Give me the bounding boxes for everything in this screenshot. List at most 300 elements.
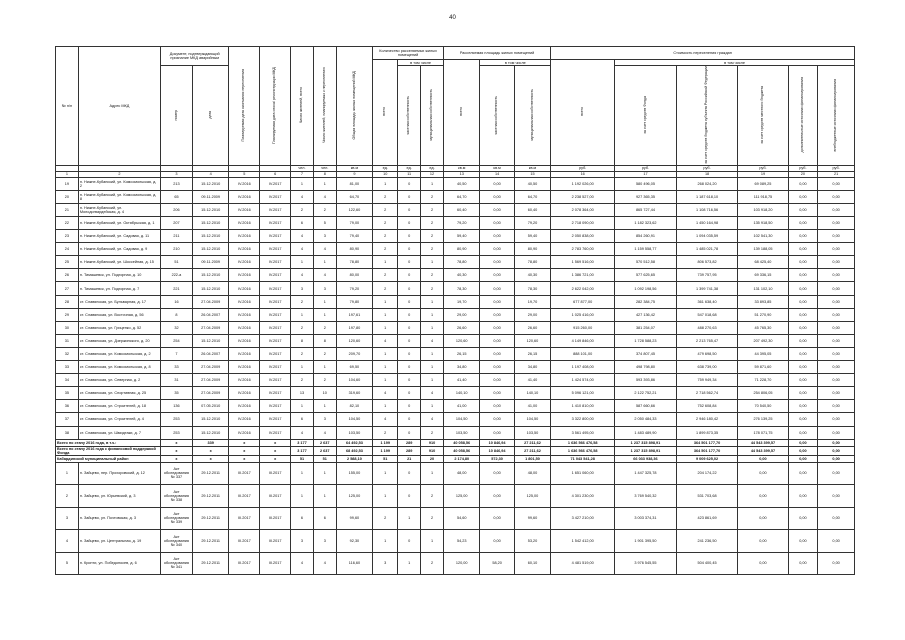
table-cell: 48,00	[514, 462, 551, 485]
table-cell: 1	[421, 321, 444, 334]
table-cell: 0,00	[788, 361, 818, 374]
table-cell: 2	[421, 552, 444, 575]
table-cell: ст. Славянская, ул. Комсомольская, д. 8	[78, 361, 160, 374]
column-number: 1	[56, 171, 79, 177]
table-cell: III.2017	[260, 485, 291, 508]
table-cell: х	[260, 446, 291, 455]
table-cell: 3	[313, 413, 336, 426]
table-cell: 15.12.2010	[192, 413, 229, 426]
table-cell: 0,00	[788, 217, 818, 230]
column-number: 21	[818, 171, 855, 177]
table-cell: 1 199	[373, 446, 398, 455]
table-cell: 21	[398, 455, 421, 462]
table-cell: 0,00	[738, 530, 788, 553]
unit: руб.	[676, 165, 738, 171]
table-cell: 60,10	[514, 552, 551, 575]
table-cell: п. Тимашевск, ул. Подгорная, д. 7	[78, 282, 160, 295]
table-cell: 4	[313, 190, 336, 203]
table-cell: 1	[291, 177, 314, 190]
table-cell: 0,00	[818, 361, 855, 374]
table-cell: 1 728 588,23	[615, 334, 677, 347]
table-cell: 69,50	[336, 361, 373, 374]
table-cell: III.2017	[229, 485, 260, 508]
table-cell: 27 211,62	[514, 439, 551, 446]
table-cell: ст. Славянская, ул. Комсомольская, д. 2	[78, 347, 160, 360]
table-cell: 0	[398, 400, 421, 413]
table-cell: IV.2017	[260, 426, 291, 439]
table-cell: 2	[373, 269, 398, 282]
unit: кв.м	[480, 165, 514, 171]
table-cell: 178 071,75	[738, 426, 788, 439]
table-cell: 1	[291, 462, 314, 485]
table-cell: 0,00	[480, 530, 514, 553]
table-cell: 1	[421, 295, 444, 308]
table-cell: ст. Славянская, ул. Шмидтаки, д. 7	[78, 426, 160, 439]
table-row	[56, 426, 855, 439]
table-cell: 0,00	[788, 426, 818, 439]
header-area-group: Расселяемая площадь жилых помещений	[443, 47, 550, 60]
table-cell: 125,00	[443, 485, 480, 508]
table-cell: 547 018,68	[676, 308, 738, 321]
table-cell: 2	[373, 507, 398, 530]
table-cell: 4	[313, 243, 336, 256]
table-cell: 254 806,05	[738, 387, 788, 400]
table-cell: 0,00	[818, 387, 855, 400]
table-cell: IV.2016	[229, 347, 260, 360]
table-cell: 0,00	[480, 230, 514, 243]
table-cell: 41,40	[443, 374, 480, 387]
table-cell: п. Зайцево, пер. Прохоровский, д. 12	[78, 462, 160, 485]
table-cell: 0,00	[480, 321, 514, 334]
table-cell: 572,30	[480, 455, 514, 462]
table-cell: 15.12.2010	[192, 203, 229, 216]
table-cell: Всего по этапу 2016 года, в т.ч.:	[56, 439, 161, 446]
table-cell: 4	[373, 334, 398, 347]
column-number: 10	[373, 171, 398, 177]
table-cell: 3 322 800,00	[551, 413, 615, 426]
header-cost-all: всего	[551, 60, 615, 166]
total-row	[56, 439, 855, 446]
table-cell: 40,30	[514, 269, 551, 282]
table-cell: 910	[421, 446, 444, 455]
table-cell: 593 393,86	[615, 374, 677, 387]
table-cell: 0	[398, 217, 421, 230]
table-cell: 0	[398, 462, 421, 485]
table-cell: 65	[160, 190, 192, 203]
table-cell: IV.2017	[260, 177, 291, 190]
table-cell: ст. Славянская, ул. Строителей, д. 18	[78, 400, 160, 413]
table-cell: х	[260, 439, 291, 446]
table-cell: IV.2016	[229, 295, 260, 308]
table-cell: 33	[56, 361, 79, 374]
header-planned-demolition: Планируемая дата сноса/ реконструкции МКД	[260, 47, 291, 166]
table-cell: 29,00	[514, 308, 551, 321]
header-unnamed: внебюджетные источники финансирования	[818, 66, 855, 166]
table-cell: 0,00	[818, 400, 855, 413]
table-cell: 361 638,40	[676, 295, 738, 308]
table-cell: 4	[313, 426, 336, 439]
table-cell: 54,23	[443, 530, 480, 553]
header-local-budget: за счет средств местного бюджета	[738, 66, 788, 166]
table-cell: 51	[373, 455, 398, 462]
table-cell: 27.04.2009	[192, 387, 229, 400]
table-cell: 0,00	[738, 485, 788, 508]
table-cell: 1	[373, 485, 398, 508]
table-cell: 64,70	[443, 190, 480, 203]
table-cell: 2	[291, 347, 314, 360]
table-cell: 59 871,60	[738, 361, 788, 374]
table-cell: 8	[291, 334, 314, 347]
page-number: 40	[449, 15, 456, 21]
column-number: 19	[738, 171, 788, 177]
table-cell: 2 078 364,00	[551, 203, 615, 216]
table-cell: 0,00	[818, 485, 855, 508]
table-cell: 1	[56, 462, 79, 485]
table-cell: 479 698,50	[676, 347, 738, 360]
table-cell: 0,00	[818, 334, 855, 347]
table-cell: 364 501 177,70	[676, 446, 738, 455]
table-cell: 4	[373, 387, 398, 400]
table-cell: 0,00	[788, 439, 818, 446]
table-cell: 739 757,95	[676, 269, 738, 282]
table-cell: 1	[373, 321, 398, 334]
table-cell: 0,00	[788, 387, 818, 400]
table-row	[56, 321, 855, 334]
table-cell: 70 540,50	[738, 400, 788, 413]
table-cell: 0,00	[818, 413, 855, 426]
table-cell: 4	[313, 269, 336, 282]
table-cell: 1	[373, 347, 398, 360]
resettlement-table	[55, 46, 855, 575]
table-cell: 0,00	[480, 177, 514, 190]
table-cell: 78,80	[443, 256, 480, 269]
header-no: № п/п	[56, 47, 79, 166]
table-cell: 0	[398, 230, 421, 243]
table-cell: 0	[398, 334, 421, 347]
table-cell: 2	[313, 374, 336, 387]
table-cell: 13	[291, 387, 314, 400]
unit: ед.	[398, 165, 421, 171]
table-cell: 4	[291, 243, 314, 256]
unit: кв.м	[443, 165, 480, 171]
table-cell: 488 270,63	[676, 321, 738, 334]
table-cell: 140,10	[443, 387, 480, 400]
table-cell: IV.2017	[260, 256, 291, 269]
table-cell: 1	[313, 308, 336, 321]
table-cell: 2 213 765,47	[676, 334, 738, 347]
table-cell: 3 561 495,00	[551, 426, 615, 439]
table-cell: 0	[398, 177, 421, 190]
table-row	[56, 256, 855, 269]
table-cell: 23	[56, 230, 79, 243]
table-cell: 9 009 625,02	[676, 455, 738, 462]
table-cell: 0,00	[738, 507, 788, 530]
table-cell: 34,80	[514, 361, 551, 374]
table-cell: 0	[398, 295, 421, 308]
table-cell: 2 718 562,74	[676, 387, 738, 400]
table-cell: IV.2017	[260, 295, 291, 308]
table-cell: 1 450 164,98	[676, 217, 738, 230]
table-cell: х	[160, 455, 192, 462]
table-cell: 3 177	[291, 439, 314, 446]
table-cell: 3 177	[291, 446, 314, 455]
table-cell: 19,70	[514, 295, 551, 308]
table-cell: 2 622 042,00	[551, 282, 615, 295]
column-number: 3	[160, 171, 192, 177]
unit: ед.	[373, 165, 398, 171]
table-cell: ст. Славянская, ул. Северная, д. 2	[78, 374, 160, 387]
table-cell: 1 901 395,50	[615, 530, 677, 553]
header-qty-private: частная собственность	[398, 66, 421, 166]
table-cell: п. Кронти, ул. Победоносев, д. 6	[78, 552, 160, 575]
table-cell: 3 003 374,31	[615, 507, 677, 530]
table-cell: 26,15	[443, 347, 480, 360]
header-qty-group: Количество расселяемых жилых помещений	[373, 47, 444, 60]
table-cell: 4	[291, 426, 314, 439]
table-cell: 364 501 177,70	[676, 439, 738, 446]
table-cell: III.2017	[260, 462, 291, 485]
table-cell: 44 395,05	[738, 347, 788, 360]
table-cell: 0,00	[480, 361, 514, 374]
table-cell: 2	[421, 243, 444, 256]
table-cell: IV.2017	[260, 230, 291, 243]
table-cell: 28	[56, 295, 79, 308]
table-cell: 1 399 741,38	[676, 282, 738, 295]
table-cell: 0,00	[788, 455, 818, 462]
table-cell: IV.2016	[229, 374, 260, 387]
table-cell: 0,00	[480, 413, 514, 426]
table-cell: п. Нижне-Кубанский, ул. Молодогвардейская, д. 4	[78, 203, 160, 216]
district-rows	[56, 462, 855, 575]
table-cell: 31	[160, 374, 192, 387]
header-doc-group: Документ, подтверждающий признание МКД аварийным	[160, 47, 228, 66]
table-cell: п. Нижне-Кубанский, ул. Садовая, д. 9	[78, 243, 160, 256]
table-cell: 103,50	[443, 426, 480, 439]
table-cell: 104,50	[336, 413, 373, 426]
total-row	[56, 446, 855, 455]
table-cell: 910	[421, 439, 444, 446]
table-cell: 71 228,70	[738, 374, 788, 387]
table-cell: 0,00	[818, 530, 855, 553]
table-cell: 2	[421, 282, 444, 295]
table-cell: 0	[398, 190, 421, 203]
table-cell: 27	[56, 282, 79, 295]
table-cell: 20	[56, 190, 79, 203]
table-cell: 6	[291, 217, 314, 230]
table-cell: 0,00	[480, 256, 514, 269]
table-cell: 5	[56, 552, 79, 575]
table-cell: 26	[56, 269, 79, 282]
table-cell: 752 608,84	[676, 400, 738, 413]
table-cell: 5 096 121,00	[551, 387, 615, 400]
table-cell: 0,00	[818, 308, 855, 321]
table-cell: IV.2017	[260, 308, 291, 321]
table-row	[56, 308, 855, 321]
table-row	[56, 485, 855, 508]
table-cell: 19,70	[443, 295, 480, 308]
table-cell: 2	[291, 203, 314, 216]
table-cell: 0,00	[788, 243, 818, 256]
table-row	[56, 462, 855, 485]
table-cell: 26,15	[514, 347, 551, 360]
table-cell: 0,00	[788, 374, 818, 387]
table-cell: 0,00	[788, 507, 818, 530]
table-row	[56, 530, 855, 553]
table-cell: 2 050 838,00	[551, 230, 615, 243]
table-cell: 1	[373, 462, 398, 485]
table-cell: ст. Славянская, ул. Гриценко, д. 52	[78, 321, 160, 334]
table-cell: х	[160, 439, 192, 446]
table-cell: 22	[56, 217, 79, 230]
table-cell: 2 122 752,21	[615, 387, 677, 400]
table-cell: III.2017	[229, 552, 260, 575]
table-cell: 0,00	[480, 334, 514, 347]
table-cell: 1	[421, 361, 444, 374]
table-cell: 26,60	[514, 321, 551, 334]
table-cell: 3 427 210,00	[551, 507, 615, 530]
table-cell: 79,00	[336, 217, 373, 230]
table-cell: 1 182 323,62	[615, 217, 677, 230]
table-cell: х	[260, 455, 291, 462]
table-cell: 0,00	[818, 426, 855, 439]
table-cell: 0,00	[738, 455, 788, 462]
table-cell: 0,00	[818, 439, 855, 446]
table-cell: 0,00	[480, 190, 514, 203]
table-cell: х	[192, 446, 229, 455]
table-cell: 0,00	[788, 203, 818, 216]
table-cell: 0	[398, 387, 421, 400]
table-cell: 104,50	[443, 413, 480, 426]
table-cell: 1 237 315 898,91	[615, 446, 677, 455]
table-cell: 2 637	[313, 439, 336, 446]
table-cell: 888 101,00	[551, 347, 615, 360]
table-cell: 104,50	[514, 413, 551, 426]
table-cell: п. Зайцево, ул. Центральная, д. 19	[78, 530, 160, 553]
table-cell: IV.2016	[229, 256, 260, 269]
table-cell: 0,00	[818, 374, 855, 387]
table-cell: 27.04.2009	[192, 321, 229, 334]
table-cell: 531 703,68	[676, 485, 738, 508]
table-cell: 15.12.2010	[192, 269, 229, 282]
header-residents: Число жителей, всего	[291, 47, 314, 166]
table-cell: IV.2017	[260, 269, 291, 282]
table-cell: 7	[160, 347, 192, 360]
table-cell: 29.12.2011	[192, 462, 229, 485]
table-cell: 2	[56, 485, 79, 508]
table-cell: 0,00	[818, 552, 855, 575]
table-cell: IV.2016	[229, 203, 260, 216]
table-cell: 211	[160, 230, 192, 243]
unit: кв.м	[514, 165, 551, 171]
table-cell: 4	[291, 190, 314, 203]
table-cell: 0,00	[818, 230, 855, 243]
table-cell: Акт обследования № 338	[160, 485, 192, 508]
table-cell: IV.2016	[229, 282, 260, 295]
table-cell: 69 089,25	[738, 177, 788, 190]
table-cell: 4	[56, 530, 79, 553]
table-cell: 289	[398, 439, 421, 446]
table-cell: 0,00	[788, 485, 818, 508]
table-cell: IV.2017	[260, 413, 291, 426]
table-cell: 30	[56, 321, 79, 334]
table-cell: 0,00	[788, 230, 818, 243]
table-cell: 140,10	[514, 387, 551, 400]
table-row	[56, 203, 855, 216]
table-cell: 16	[160, 295, 192, 308]
table-cell: 51	[313, 455, 336, 462]
table-cell: 136	[160, 400, 192, 413]
header-area-all: всего	[443, 60, 480, 166]
table-cell: 276 139,25	[738, 413, 788, 426]
table-cell: 54,60	[443, 507, 480, 530]
table-cell: 1 092 198,56	[615, 282, 677, 295]
table-row	[56, 295, 855, 308]
table-cell: 0,00	[818, 446, 855, 455]
table-cell: 27 211,62	[514, 446, 551, 455]
table-row	[56, 190, 855, 203]
table-cell: 4	[421, 387, 444, 400]
table-cell: 120,60	[336, 334, 373, 347]
table-cell: IV.2017	[260, 217, 291, 230]
table-cell: 51	[291, 455, 314, 462]
table-cell: 21	[56, 203, 79, 216]
table-cell: 0	[398, 530, 421, 553]
table-cell: 1 483 489,90	[615, 426, 677, 439]
table-cell: 1	[373, 308, 398, 321]
table-cell: 504 400,45	[676, 552, 738, 575]
table-cell: 1 094 035,59	[676, 230, 738, 243]
table-cell: 0,00	[788, 282, 818, 295]
table-cell: 2	[291, 374, 314, 387]
table-cell: 0	[398, 243, 421, 256]
table-cell: 1	[373, 256, 398, 269]
table-cell: 0,00	[818, 507, 855, 530]
header-address: Адрес МКД	[78, 47, 160, 166]
header-area-municipal: муниципальная собственность	[514, 66, 551, 166]
table-cell: 2	[313, 203, 336, 216]
table-cell: 15.12.2010	[192, 426, 229, 439]
table-cell: IV.2016	[229, 177, 260, 190]
table-cell: 0	[398, 361, 421, 374]
table-cell: 577 625,65	[615, 269, 677, 282]
table-cell: п. Зайцево, ул. Юрьевский, д. 3	[78, 485, 160, 508]
header-qty-incl: в том числе	[398, 60, 444, 66]
table-cell: 64,70	[336, 190, 373, 203]
column-number: 5	[229, 171, 260, 177]
column-number: 13	[443, 171, 480, 177]
table-cell: 854 260,91	[615, 230, 677, 243]
table-cell: Акт обследования № 341	[160, 552, 192, 575]
table-cell: 40,50	[443, 177, 480, 190]
table-cell: 24	[56, 243, 79, 256]
header-fund: за счет средств Фонда	[615, 66, 677, 166]
table-cell: 48,00	[443, 462, 480, 485]
table-cell: 319,60	[336, 387, 373, 400]
table-cell: 197,61	[336, 308, 373, 321]
table-cell: 0	[398, 374, 421, 387]
table-cell: 0,00	[738, 462, 788, 485]
table-cell: 1	[313, 485, 336, 508]
table-row	[56, 230, 855, 243]
table-cell: 4 481 519,00	[551, 552, 615, 575]
table-cell: 0,00	[818, 269, 855, 282]
table-cell: 4	[313, 552, 336, 575]
column-number: 11	[398, 171, 421, 177]
table-cell: 53,20	[514, 530, 551, 553]
table-cell: 41,40	[514, 374, 551, 387]
table-cell: 26,60	[443, 321, 480, 334]
table-cell: 79,40	[336, 230, 373, 243]
